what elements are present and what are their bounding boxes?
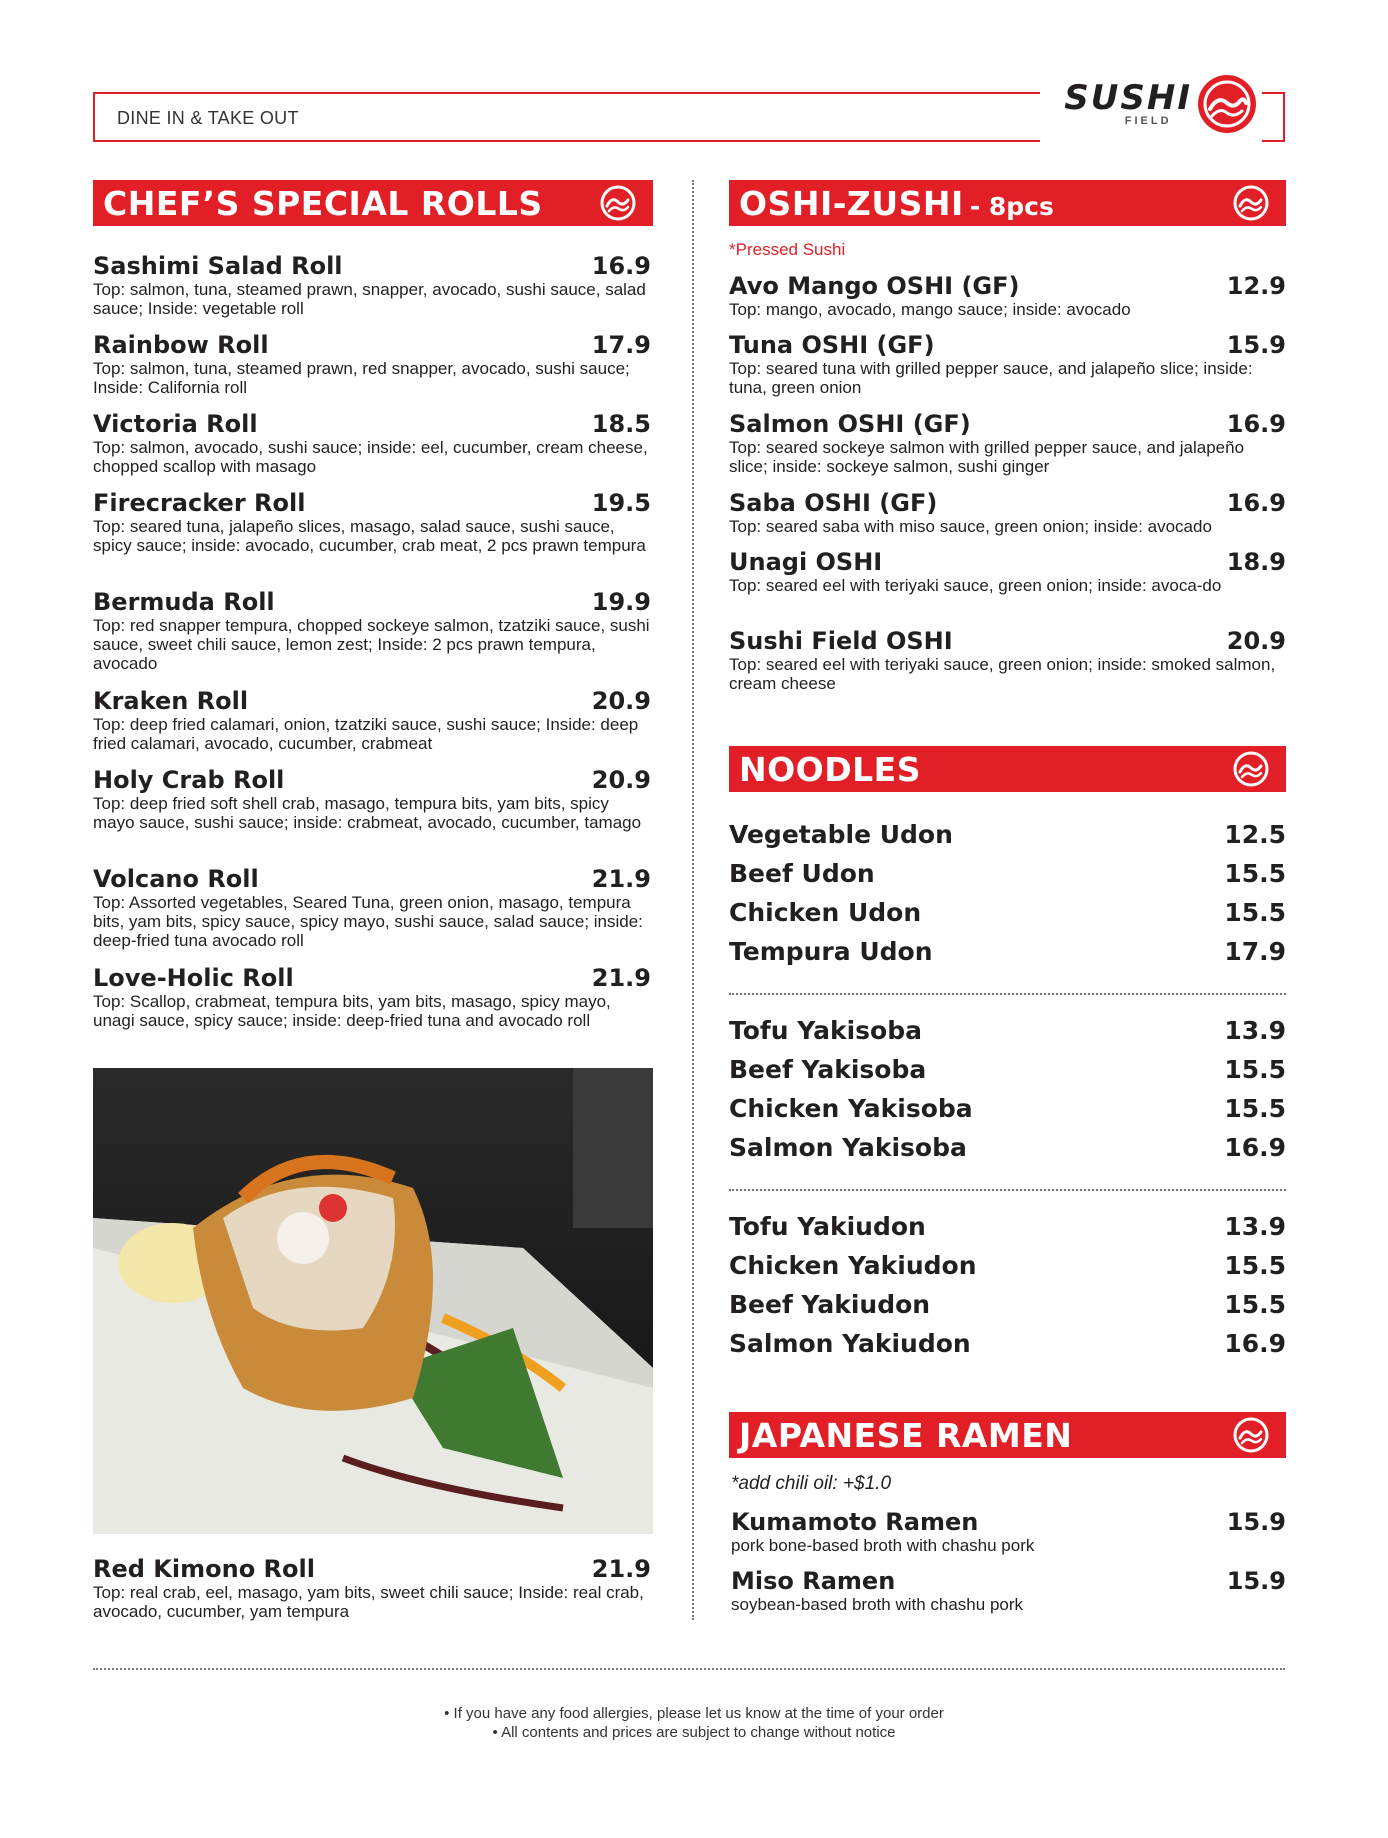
item-name: Tuna OSHI (GF) (729, 331, 935, 359)
sushi-field-logo (1040, 64, 1262, 144)
item-description: Top: salmon, tuna, steamed prawn, red snapper, avocado, sushi sauce; Inside: California roll (93, 359, 630, 397)
menu-item (93, 687, 651, 753)
chili-oil-note: *add chili oil: +$1.0 (731, 1473, 892, 1494)
item-description: Top: salmon, avocado, sushi sauce; inside: eel, cucumber, cream cheese, chopped scallop with masago (93, 438, 648, 476)
item-price: 15.5 (1224, 1290, 1286, 1319)
footer-divider (93, 1668, 1285, 1670)
divider (729, 993, 1286, 995)
item-price: 20.9 (1226, 627, 1286, 655)
item-name: Kraken Roll (93, 687, 249, 715)
item-price: 15.5 (1224, 1094, 1286, 1123)
noodle-item (729, 1329, 1286, 1358)
price-change-note: • All contents and prices are subject to change without notice (492, 1724, 896, 1741)
logo-text: SUSHI (1064, 78, 1192, 118)
menu-item (93, 489, 651, 555)
item-name: Tempura Udon (729, 937, 933, 966)
noodle-item (729, 1290, 1286, 1319)
noodle-item (729, 937, 1286, 966)
ramen-header (729, 1412, 1286, 1458)
noodle-item (729, 1212, 1286, 1241)
menu-item (729, 627, 1286, 693)
item-name: Chicken Yakisoba (729, 1094, 973, 1123)
menu-item (93, 1555, 651, 1621)
item-name: Salmon Yakisoba (729, 1133, 967, 1162)
item-price: 16.9 (1226, 410, 1286, 438)
item-name: Love-Holic Roll (93, 964, 294, 992)
noodle-item (729, 1251, 1286, 1280)
item-name: Beef Udon (729, 859, 875, 888)
menu-item (729, 272, 1286, 319)
item-description: Top: real crab, eel, masago, yam bits, sweet chili sauce; Inside: real crab, avocado, cucumber, yam tempura (93, 1583, 644, 1621)
item-description: Top: deep fried calamari, onion, tzatziki sauce, sushi sauce; Inside: deep fried calamari, avocado, cucumber, crabmeat (93, 715, 639, 753)
item-name: Red Kimono Roll (93, 1555, 315, 1583)
menu-item (93, 766, 651, 832)
pressed-sushi-note: *Pressed Sushi (729, 240, 846, 259)
item-name: Sushi Field OSHI (729, 627, 953, 655)
noodle-item (729, 1094, 1286, 1123)
menu-item (93, 331, 651, 397)
item-description: Top: seared eel with teriyaki sauce, green onion; inside: smoked salmon, cream cheese (729, 655, 1276, 693)
noodle-item (729, 820, 1286, 849)
item-description: Top: red snapper tempura, chopped sockeye salmon, tzatziki sauce, sushi sauce, sweet chili sauce, lemon zest; Inside: 2 pcs prawn tempura, avocado (93, 616, 650, 673)
item-price: 21.9 (591, 964, 651, 992)
item-name: Beef Yakiudon (729, 1290, 931, 1319)
item-name: Chicken Yakiudon (729, 1251, 977, 1280)
wave-icon (1232, 750, 1270, 788)
item-name: Unagi OSHI (729, 548, 883, 576)
menu-item (729, 410, 1286, 476)
logo-wave-icon (1196, 73, 1258, 135)
column-divider (692, 180, 694, 1620)
item-price: 15.5 (1224, 1251, 1286, 1280)
menu-item (729, 548, 1286, 595)
noodle-item (729, 898, 1286, 927)
item-name: Sashimi Salad Roll (93, 252, 343, 280)
item-price: 15.5 (1224, 859, 1286, 888)
item-description: Top: seared eel with teriyaki sauce, green onion; inside: avoca-do (729, 576, 1222, 595)
item-description: Top: seared tuna with grilled pepper sauce, and jalapeño slice; inside: tuna, green onion (729, 359, 1253, 397)
item-description: pork bone-based broth with chashu pork (731, 1536, 1035, 1555)
item-price: 18.9 (1226, 548, 1286, 576)
item-name: Vegetable Udon (729, 820, 953, 849)
noodle-item (729, 1133, 1286, 1162)
divider (729, 1189, 1286, 1191)
item-name: Firecracker Roll (93, 489, 306, 517)
menu-item (93, 865, 651, 950)
allergy-note: • If you have any food allergies, please let us know at the time of your order (444, 1705, 944, 1722)
item-price: 15.5 (1224, 898, 1286, 927)
dine-in-label: DINE IN & TAKE OUT (117, 108, 299, 128)
oshi-title: OSHI-ZUSHI (739, 183, 964, 223)
item-price: 16.9 (1224, 1329, 1286, 1358)
item-price: 13.9 (1224, 1016, 1286, 1045)
menu-item (731, 1567, 1286, 1614)
menu-item (93, 252, 651, 318)
item-name: Miso Ramen (731, 1567, 896, 1595)
item-price: 15.9 (1226, 1567, 1286, 1595)
item-price: 15.9 (1226, 1508, 1286, 1536)
oshi-subtitle: - 8pcs (969, 191, 1054, 221)
item-description: Top: Assorted vegetables, Seared Tuna, green onion, masago, tempura bits, yam bits, spicy sauce, spicy mayo, sushi sauce, salad sauce; inside: deep-fried tuna avocado roll (93, 893, 643, 950)
item-price: 12.5 (1224, 820, 1286, 849)
wave-icon (1232, 1416, 1270, 1454)
logo-subtext: FIELD (1124, 115, 1172, 127)
item-description: Top: deep fried soft shell crab, masago, tempura bits, yam bits, spicy mayo sauce, sushi sauce; inside: crabmeat, avocado, cucumber, tamago (93, 794, 642, 832)
item-price: 19.9 (591, 588, 651, 616)
item-description: Top: seared saba with miso sauce, green onion; inside: avocado (729, 517, 1212, 536)
noodles-header (729, 746, 1286, 792)
item-price: 15.9 (1226, 331, 1286, 359)
oshi-header (729, 180, 1286, 226)
item-price: 21.9 (591, 865, 651, 893)
sushi-roll-photo (93, 1068, 653, 1534)
item-description: Top: seared sockeye salmon with grilled pepper sauce, and jalapeño slice; inside: sockeye salmon, sushi ginger (729, 438, 1245, 476)
chef-special-title: CHEF’S SPECIAL ROLLS (103, 183, 543, 223)
menu-item (93, 410, 651, 476)
item-description: soybean-based broth with chashu pork (731, 1595, 1024, 1614)
item-name: Tofu Yakiudon (729, 1212, 926, 1241)
item-price: 20.9 (591, 766, 651, 794)
item-name: Volcano Roll (93, 865, 259, 893)
item-name: Tofu Yakisoba (729, 1016, 922, 1045)
item-description: Top: mango, avocado, mango sauce; inside: avocado (729, 300, 1131, 319)
noodle-item (729, 1055, 1286, 1084)
noodle-item (729, 1016, 1286, 1045)
item-name: Holy Crab Roll (93, 766, 285, 794)
item-price: 21.9 (591, 1555, 651, 1583)
item-name: Avo Mango OSHI (GF) (729, 272, 1020, 300)
ramen-title: JAPANESE RAMEN (739, 1415, 1073, 1455)
item-name: Kumamoto Ramen (731, 1508, 979, 1536)
item-description: Top: Scallop, crabmeat, tempura bits, yam bits, masago, spicy mayo, unagi sauce, spicy sauce; inside: deep-fried tuna and avocado roll (93, 992, 611, 1030)
item-name: Bermuda Roll (93, 588, 275, 616)
item-price: 16.9 (591, 252, 651, 280)
item-price: 12.9 (1226, 272, 1286, 300)
menu-item (731, 1508, 1286, 1555)
item-price: 15.5 (1224, 1055, 1286, 1084)
item-name: Chicken Udon (729, 898, 922, 927)
item-price: 20.9 (591, 687, 651, 715)
menu-item (729, 331, 1286, 397)
item-description: Top: salmon, tuna, steamed prawn, snapper, avocado, sushi sauce, salad sauce; Inside: vegetable roll (93, 280, 646, 318)
menu-item (729, 489, 1286, 536)
item-name: Salmon Yakiudon (729, 1329, 971, 1358)
item-price: 16.9 (1224, 1133, 1286, 1162)
item-price: 16.9 (1226, 489, 1286, 517)
item-name: Salmon OSHI (GF) (729, 410, 971, 438)
menu-item (93, 588, 651, 673)
noodles-title: NOODLES (739, 749, 921, 789)
menu-item (93, 964, 651, 1030)
noodle-item (729, 859, 1286, 888)
item-price: 17.9 (1224, 937, 1286, 966)
item-price: 19.5 (591, 489, 651, 517)
chef-special-header (93, 180, 653, 226)
item-name: Victoria Roll (93, 410, 258, 438)
wave-icon (599, 184, 637, 222)
wave-icon (1232, 184, 1270, 222)
item-name: Beef Yakisoba (729, 1055, 927, 1084)
item-price: 13.9 (1224, 1212, 1286, 1241)
item-description: Top: seared tuna, jalapeño slices, masago, salad sauce, sushi sauce, spicy sauce; inside: avocado, cucumber, crab meat, 2 pcs prawn tempura (93, 517, 646, 555)
item-price: 18.5 (591, 410, 651, 438)
item-name: Saba OSHI (GF) (729, 489, 938, 517)
item-price: 17.9 (591, 331, 651, 359)
item-name: Rainbow Roll (93, 331, 269, 359)
